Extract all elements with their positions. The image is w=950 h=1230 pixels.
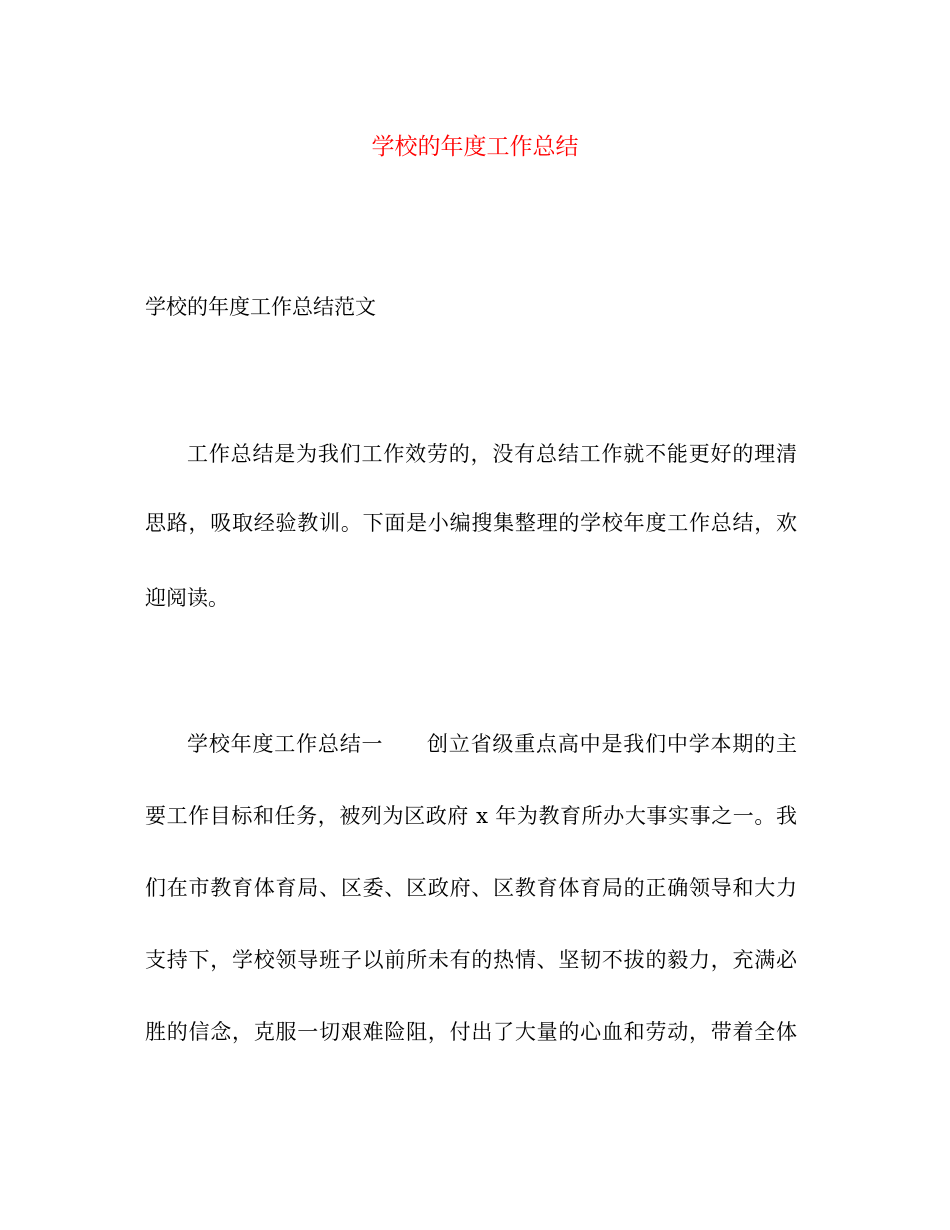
intro-line-2: 思路，吸取经验教训。下面是小编搜集整理的学校年度工作总结，欢 [145,511,797,535]
section-line-3: 们在市教育体育局、区委、区政府、区教育体育局的正确领导和大力 [145,876,797,900]
intro-line-1: 工作总结是为我们工作效劳的，没有总结工作就不能更好的理清 [187,442,797,466]
section-line-5: 胜的信念，克服一切艰难险阻，付出了大量的心血和劳动，带着全体 [145,1020,797,1044]
section-line-4: 支持下，学校领导班子以前所未有的热情、坚韧不拔的毅力，充满必 [145,948,797,972]
section-line-1: 学校年度工作总结一 创立省级重点高中是我们中学本期的主 [187,732,797,756]
document-subtitle: 学校的年度工作总结范文 [145,295,376,319]
document-title: 学校的年度工作总结 [371,134,579,160]
section-line-2: 要工作目标和任务，被列为区政府 x 年为教育所办大事实事之一。我 [145,804,797,828]
intro-line-3: 迎阅读。 [145,586,229,610]
